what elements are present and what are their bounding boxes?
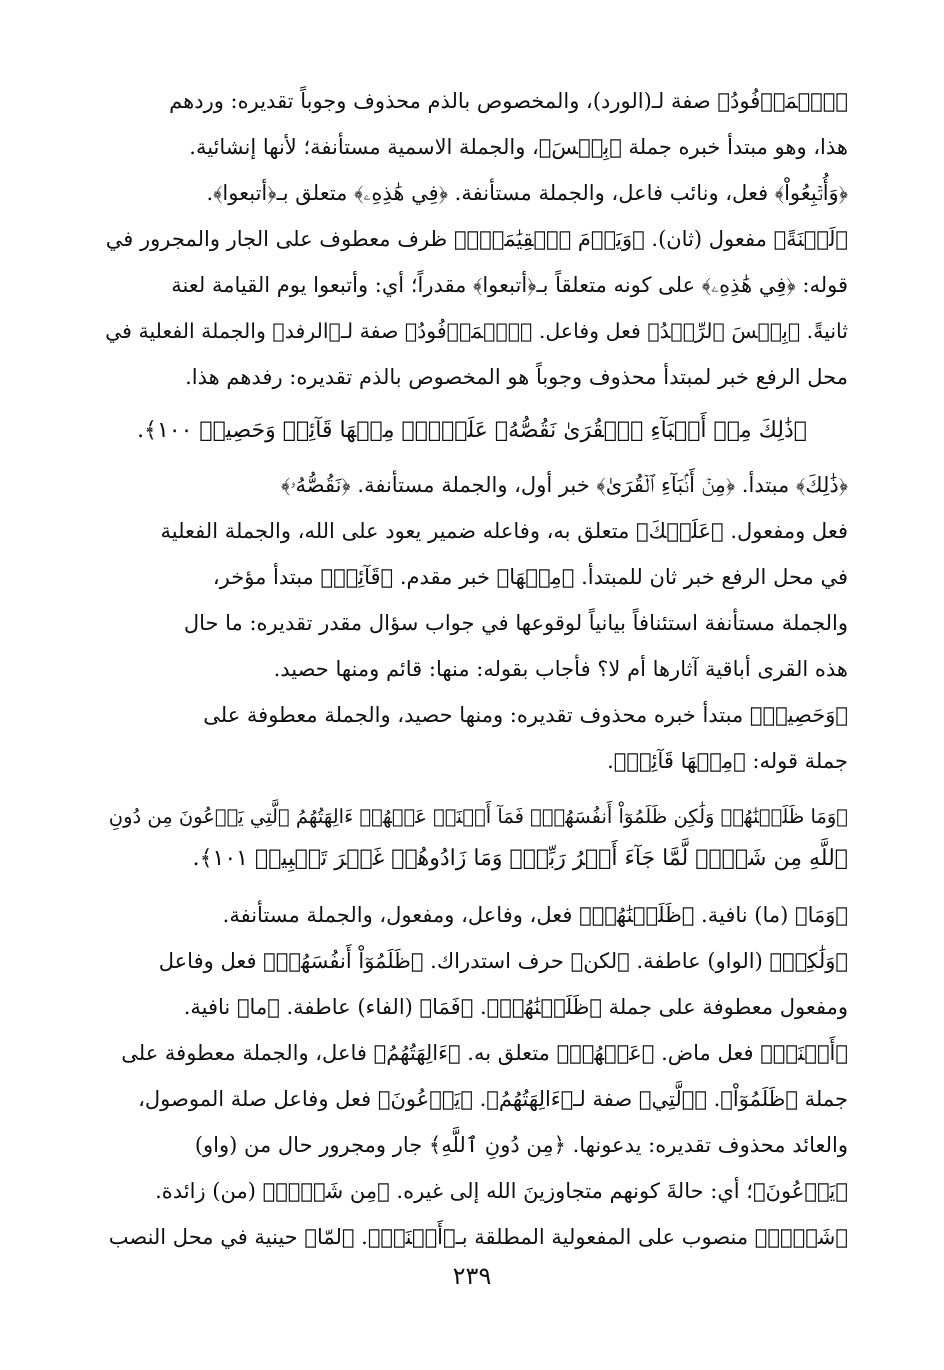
text-line-14: ﴿وَحَصِيدٞ﴾ مبتدأ خبره محذوف تقديره: ومنها حصيد، والجملة معطوفة على: [203, 703, 848, 727]
text-line-3: ﴿وَأُتۡبِعُواْ﴾ فعل، ونائب فاعل، والجملة مستأنفة. ﴿فِي هَٰذِهِۦ﴾ متعلق بـ﴿أتبعوا﴾.: [206, 181, 848, 205]
text-line-25: ﴿شَيۡءٖ﴾ منصوب على المفعولية المطلقة بـ﴿أَغۡنَتۡ﴾. ﴿لمّا﴾ حينية في محل النصب: [108, 1225, 848, 1249]
text-line-13: هذه القرى أباقية آثارها أم لا؟ فأجاب بقوله: منها: قائم ومنها حصيد.: [273, 657, 848, 681]
text-line-23: والعائد محذوف تقديره: يدعونها. ﴿مِن دُونِ ٱللَّهِ﴾ جار ومجرور حال من (واو): [194, 1133, 848, 1157]
text-line-12: والجملة مستأنفة استئنافاً بيانياً لوقوعها في جواب سؤال مقدر تقديره: ما حال: [183, 611, 848, 635]
text-line-4: ﴿لَعۡنَةً﴾ مفعول (ثان). ﴿وَيَوۡمَ ٱلۡقِيَٰمَةِۚ﴾ ظرف معطوف على الجار والمجرور في: [105, 227, 848, 251]
text-line-2: هذا، وهو مبتدأ خبره جملة ﴿بِئۡسَ﴾، والجملة الاسمية مستأنفة؛ لأنها إنشائية.: [189, 135, 848, 159]
text-line-11: في محل الرفع خبر ثان للمبتدأ. ﴿مِنۡهَا﴾ خبر مقدم. ﴿قَآئِمٞ﴾ مبتدأ مؤخر،: [212, 565, 848, 589]
text-line-24: ﴿يَدۡعُونَ﴾؛ أي: حالةَ كونهم متجاوزينَ الله إلى غيره. ﴿مِن شَيۡءٖ﴾ (من) زائدة.: [155, 1179, 848, 1203]
quran-verse-101-part2: ٱللَّهِ مِن شَيۡءٖ لَّمَّا جَآءَ أَمۡرُ رَبِّكَۖ وَمَا زَادُوهُمۡ غَيۡرَ تَتۡبِيبٖ ١٠١﴾.: [192, 846, 848, 871]
text-line-9: ﴿ذَٰلِكَ﴾ مبتدأ. ﴿مِنۡ أَنۢبَآءِ ٱلۡقُرَىٰ﴾ خبر أول، والجملة مستأنفة. ﴿نَقُصُّهُۥ﴾: [280, 473, 848, 497]
text-line-19: ﴿وَلَٰكِنۡ﴾ (الواو) عاطفة. ﴿لكن﴾ حرف استدراك. ﴿ظَلَمُوٓاْ أَنفُسَهُمۡ﴾ فعل وفاعل: [158, 949, 848, 973]
quran-verse-101-part1: ﴿وَمَا ظَلَمۡنَٰهُمۡ وَلَٰكِن ظَلَمُوٓاْ أَنفُسَهُمۡۖ فَمَآ أَغۡنَتۡ عَنۡهُمۡ ءَالِهَتُهُمُ ٱلَّتِي يَدۡعُونَ مِن دُونِ: [108, 805, 848, 828]
text-line-20: ومفعول معطوفة على جملة ﴿ظَلَمۡنَٰهُمۡ﴾. ﴿فَمَا﴾ (الفاء) عاطفة. ﴿ما﴾ نافية.: [183, 995, 848, 1019]
text-line-6: ثانيةً. ﴿بِئۡسَ ٱلرِّفۡدُ﴾ فعل وفاعل. ﴿ٱلۡمَرۡفُودُ﴾ صفة لـ﴿الرفد﴾ والجملة الفعلية في: [105, 319, 848, 343]
quran-verse-100: ﴿ذَٰلِكَ مِنۡ أَنۢبَآءِ ٱلۡقُرَىٰ نَقُصُّهُۥ عَلَيۡكَۖ مِنۡهَا قَآئِمٞ وَحَصِيدٞ ١٠٠﴾.: [137, 418, 807, 443]
text-line-7: محل الرفع خبر لمبتدأ محذوف وجوباً هو المخصوص بالذم تقديره: رفدهم هذا.: [185, 365, 848, 389]
text-line-21: ﴿أَغۡنَتۡ﴾ فعل ماض. ﴿عَنۡهُمۡ﴾ متعلق به. ﴿ءَالِهَتُهُمُ﴾ فاعل، والجملة معطوفة على: [121, 1041, 848, 1065]
text-line-22: جملة ﴿ظَلَمُوٓاْ﴾. ﴿ٱلَّتِي﴾ صفة لـ﴿ءَالِهَتُهُمُ﴾. ﴿يَدۡعُونَ﴾ فعل وفاعل صلة الموصول،: [138, 1087, 848, 1111]
text-line-10: فعل ومفعول. ﴿عَلَيۡكَ﴾ متعلق به، وفاعله ضمير يعود على الله، والجملة الفعلية: [160, 519, 848, 543]
text-line-15: جملة قوله: ﴿مِنۡهَا قَآئِمٞ﴾.: [607, 749, 848, 773]
text-line-1: ﴿ٱلۡمَرۡفُودُ﴾ صفة لـ(الورد)، والمخصوص بالذم محذوف وجوباً تقديره: وردهم: [169, 89, 848, 113]
text-line-5: قوله: ﴿فِي هَٰذِهِۦ﴾ على كونه متعلقاً بـ﴿أتبعوا﴾ مقدراً؛ أي: وأتبعوا يوم القيامة لعنة: [171, 273, 848, 297]
page-number: ٢٣٩: [452, 1262, 492, 1290]
text-line-18: ﴿وَمَا﴾ (ما) نافية. ﴿ظَلَمۡنَٰهُمۡ﴾ فعل، وفاعل، ومفعول، والجملة مستأنفة.: [222, 903, 848, 927]
